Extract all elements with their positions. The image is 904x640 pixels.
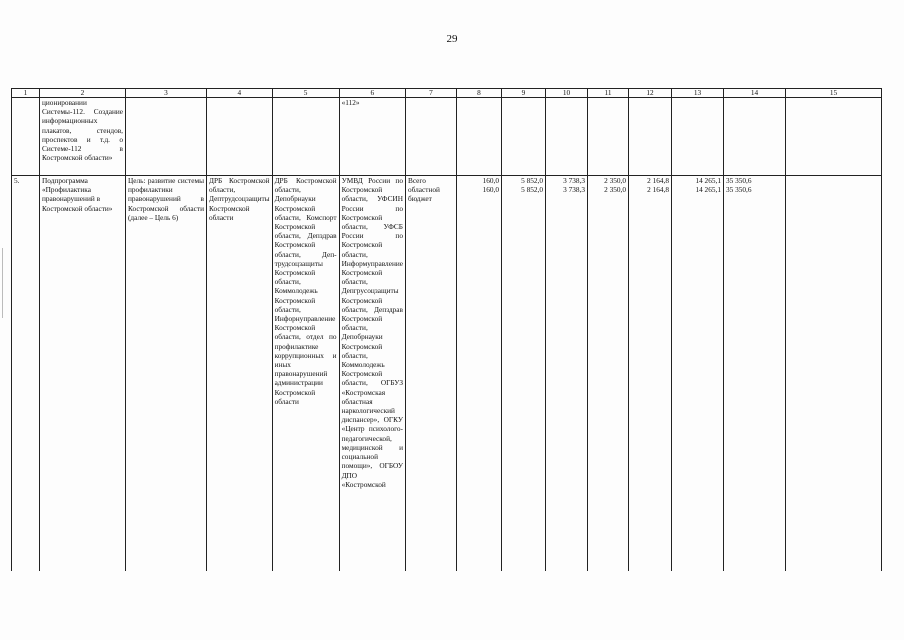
cell-value bbox=[501, 98, 545, 176]
value-total: 14 265,1 bbox=[695, 176, 721, 185]
program-table bbox=[11, 88, 882, 571]
cell-value bbox=[456, 98, 501, 176]
col-header: 7 bbox=[405, 89, 456, 98]
cell-note bbox=[785, 176, 881, 572]
col-header: 5 bbox=[272, 89, 339, 98]
col-header: 11 bbox=[587, 89, 628, 98]
value-total: 35 350,6 bbox=[725, 176, 752, 185]
cell-responsible bbox=[207, 98, 273, 176]
table-row bbox=[12, 98, 882, 176]
cell-participants: «112» bbox=[339, 98, 405, 176]
cell-number: 5. bbox=[12, 176, 40, 572]
cell-source bbox=[405, 176, 456, 572]
col-header: 15 bbox=[785, 89, 881, 98]
value-budget: 160,0 bbox=[482, 185, 499, 195]
cell-value bbox=[456, 176, 501, 572]
cell-name: Подпрограмма «Профилактика правонарушений в Костромской области» bbox=[40, 176, 126, 572]
value-budget: 5 852,0 bbox=[521, 185, 543, 195]
cell-value bbox=[587, 176, 628, 572]
scan-artifact-line bbox=[2, 248, 3, 318]
cell-note bbox=[785, 98, 881, 176]
cell-goal bbox=[126, 98, 207, 176]
cell-coexecutors bbox=[272, 98, 339, 176]
col-header: 14 bbox=[723, 89, 785, 98]
col-header: 3 bbox=[126, 89, 207, 98]
cell-value bbox=[723, 176, 785, 572]
value-budget: 14 265,1 bbox=[695, 185, 721, 195]
cell-value bbox=[671, 98, 723, 176]
col-header: 9 bbox=[501, 89, 545, 98]
value-total: 5 852,0 bbox=[521, 176, 543, 185]
cell-goal: Цель: развитие системы профилактики правонарушений в Костромской области (далее – Цель 6) bbox=[126, 176, 207, 572]
cell-value bbox=[723, 98, 785, 176]
cell-name: ционировании Системы-112. Создание информационных плакатов, стендов, проспектов и т.д. о Системе-112 в Костромской области» bbox=[40, 98, 126, 176]
col-header: 4 bbox=[207, 89, 273, 98]
cell-value bbox=[628, 176, 671, 572]
value-budget: 2 164,8 bbox=[647, 185, 669, 195]
col-header: 8 bbox=[456, 89, 501, 98]
value-budget: 35 350,6 bbox=[725, 185, 752, 195]
cell-value bbox=[545, 98, 587, 176]
value-total: 3 738,3 bbox=[563, 176, 585, 185]
cell-value bbox=[545, 176, 587, 572]
cell-responsible: ДРБ Костромской области, Дептрудсоцзащиты Костромской области bbox=[207, 176, 273, 572]
value-budget: 3 738,3 bbox=[563, 185, 585, 195]
value-total: 2 350,0 bbox=[604, 176, 626, 185]
table-row bbox=[12, 176, 882, 572]
cell-number bbox=[12, 98, 40, 176]
col-header: 1 bbox=[12, 89, 40, 98]
col-header: 2 bbox=[40, 89, 126, 98]
cell-value bbox=[501, 176, 545, 572]
source-regional-budget: областной бюджет bbox=[407, 185, 440, 204]
value-total: 2 164,8 bbox=[647, 176, 669, 185]
value-budget: 2 350,0 bbox=[604, 185, 626, 195]
cell-value bbox=[671, 176, 723, 572]
cell-value bbox=[587, 98, 628, 176]
col-header: 12 bbox=[628, 89, 671, 98]
page-number: 29 bbox=[446, 33, 458, 45]
cell-participants: УМВД России по Костромской области, УФСИН России по Костромской области, УФСБ России по Костромской области, Информуправление Костромской области, Депгрусоцзащиты Костромской области, Депздрав Костромской области, Депобрнауки Костромской области, Коммолодежь Костромской области, ОГБУЗ «Костромская областная наркологический диспансер», ОГКУ «Центр психолого-педагогической, медицинской и социальной помощи», ОГБОУ ДПО «Костромской bbox=[339, 176, 405, 572]
value-total: 160,0 bbox=[482, 176, 499, 185]
col-header: 10 bbox=[545, 89, 587, 98]
col-header: 6 bbox=[339, 89, 405, 98]
column-number-row bbox=[12, 89, 882, 98]
cell-coexecutors: ДРБ Костромской области, Депобрнауки Костромской области, Комспорт Костромской области, Депздрав Костромской области, Деп-трудсоцзащиты Костромской области, Коммолодежь Костромской области, Инфорнуправление Костромской области, отдел по профилактике коррупционных и иных правонарушений администрации Костромской области bbox=[272, 176, 339, 572]
source-total: Всего bbox=[407, 176, 426, 185]
col-header: 13 bbox=[671, 89, 723, 98]
cell-source bbox=[405, 98, 456, 176]
cell-value bbox=[628, 98, 671, 176]
